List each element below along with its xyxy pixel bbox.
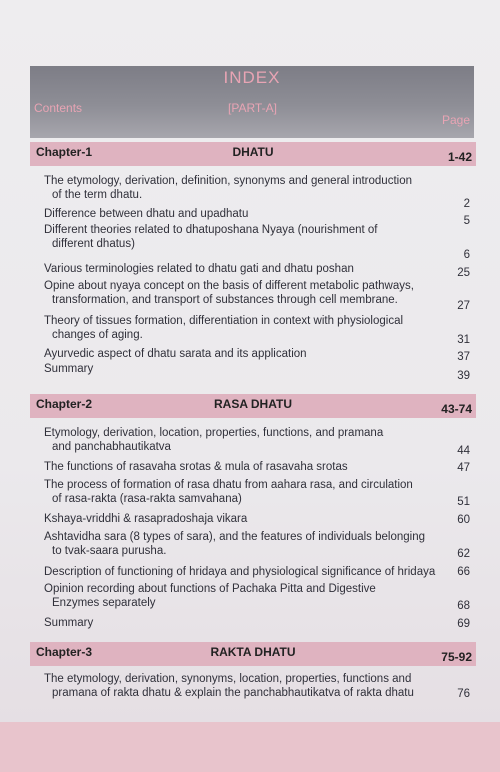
entry-page-number: 6: [463, 249, 470, 261]
toc-entry: [44, 426, 454, 454]
chapter-label: Chapter-3: [36, 645, 93, 659]
chapter-page-range: 75-92: [441, 650, 472, 664]
toc-entry: [44, 279, 454, 307]
entry-page-number: 39: [457, 370, 470, 382]
entry-page-number: 2: [463, 198, 470, 210]
entry-page-number: 51: [457, 496, 470, 508]
toc-entry: [44, 512, 454, 526]
entry-page-number: 25: [457, 267, 470, 279]
toc-entry: [44, 478, 454, 506]
toc-entry: [44, 314, 454, 342]
entry-page-number: 5: [463, 215, 470, 227]
toc-entry: [44, 565, 454, 579]
page-column-label: Page: [441, 113, 470, 127]
entry-line: and panchabhautikatva: [52, 441, 171, 453]
entry-page-number: 27: [457, 300, 470, 312]
index-header: [30, 66, 474, 138]
chapter-label: Chapter-1: [36, 145, 93, 159]
chapter-page-range: 43-74: [441, 402, 472, 416]
chapter-title: RAKTA DHATU: [210, 645, 296, 659]
entry-page-number: 76: [457, 688, 470, 700]
entry-line: The etymology, derivation, synonyms, location, properties, functions and: [44, 673, 412, 685]
entry-line: Ashtavidha sara (8 types of sara), and the features of individuals belonging: [44, 531, 426, 543]
entry-line: of the term dhatu.: [52, 189, 143, 201]
entry-page-number: 62: [457, 548, 470, 560]
page-bottom-band: [0, 722, 500, 772]
entry-line: Summary: [44, 617, 94, 629]
entry-line: The functions of rasavaha srotas & mula of rasavaha srotas: [44, 461, 348, 473]
chapter-title: RASA DHATU: [214, 397, 292, 411]
entry-line: of rasa-rakta (rasa-rakta samvahana): [52, 493, 242, 505]
entry-line: Different theories related to dhatuposhana Nyaya (nourishment of: [44, 224, 378, 236]
chapter-title: DHATU: [232, 145, 274, 159]
entry-line: Opinion recording about functions of Pachaka Pitta and Digestive: [44, 583, 376, 595]
entry-line: Description of functioning of hridaya and physiological significance of hridaya: [44, 566, 436, 578]
chapter-2-bar: [30, 394, 476, 418]
entry-line: different dhatus): [52, 238, 135, 250]
entry-page-number: 69: [457, 618, 470, 630]
entry-page-number: 68: [457, 600, 470, 612]
toc-entry: [44, 347, 454, 361]
entry-page-number: 31: [457, 334, 470, 346]
entry-line: The etymology, derivation, definition, synonyms and general introduction: [44, 175, 412, 187]
index-title: INDEX: [223, 68, 281, 87]
toc-entry: [44, 223, 454, 251]
entry-page-number: 37: [457, 351, 470, 363]
chapter-1-bar: [30, 142, 476, 166]
entry-line: Etymology, derivation, location, properties, functions, and pramana: [44, 427, 384, 439]
part-label: [PART-A]: [228, 101, 277, 115]
entry-line: Theory of tissues formation, differentiation in context with physiological: [44, 315, 404, 327]
entry-page-number: 44: [457, 445, 470, 457]
toc-entry: [44, 262, 454, 276]
toc-entry: [44, 460, 454, 474]
chapter-3-bar: [30, 642, 476, 666]
toc-entry: [44, 530, 454, 558]
entry-page-number: 66: [457, 566, 470, 578]
entry-line: Opine about nyaya concept on the basis of different metabolic pathways,: [44, 280, 414, 292]
toc-entry: [44, 616, 454, 630]
entry-line: changes of aging.: [52, 329, 143, 341]
entry-line: The process of formation of rasa dhatu from aahara rasa, and circulation: [44, 479, 413, 491]
entry-line: transformation, and transport of substances through cell membrane.: [52, 294, 398, 306]
chapter-label: Chapter-2: [36, 397, 93, 411]
entry-line: Kshaya-vriddhi & rasapradoshaja vikara: [44, 513, 248, 525]
contents-label: Contents: [34, 101, 83, 115]
entry-line: Ayurvedic aspect of dhatu sarata and its application: [44, 348, 307, 360]
entry-page-number: 47: [457, 462, 470, 474]
entry-line: Summary: [44, 363, 94, 375]
entry-line: Various terminologies related to dhatu gati and dhatu poshan: [44, 263, 354, 275]
entry-line: to tvak-saara purusha.: [52, 545, 167, 557]
entry-line: Enzymes separately: [52, 597, 156, 609]
toc-entry: [44, 174, 454, 202]
toc-entry: [44, 582, 454, 610]
entry-line: pramana of rakta dhatu & explain the panchabhautikatva of rakta dhatu: [52, 687, 414, 699]
entry-page-number: 60: [457, 514, 470, 526]
toc-entry: [44, 672, 454, 700]
entry-line: Difference between dhatu and upadhatu: [44, 208, 249, 220]
toc-entry: [44, 362, 454, 376]
chapter-page-range: 1-42: [447, 150, 472, 164]
toc-entry: [44, 207, 454, 221]
